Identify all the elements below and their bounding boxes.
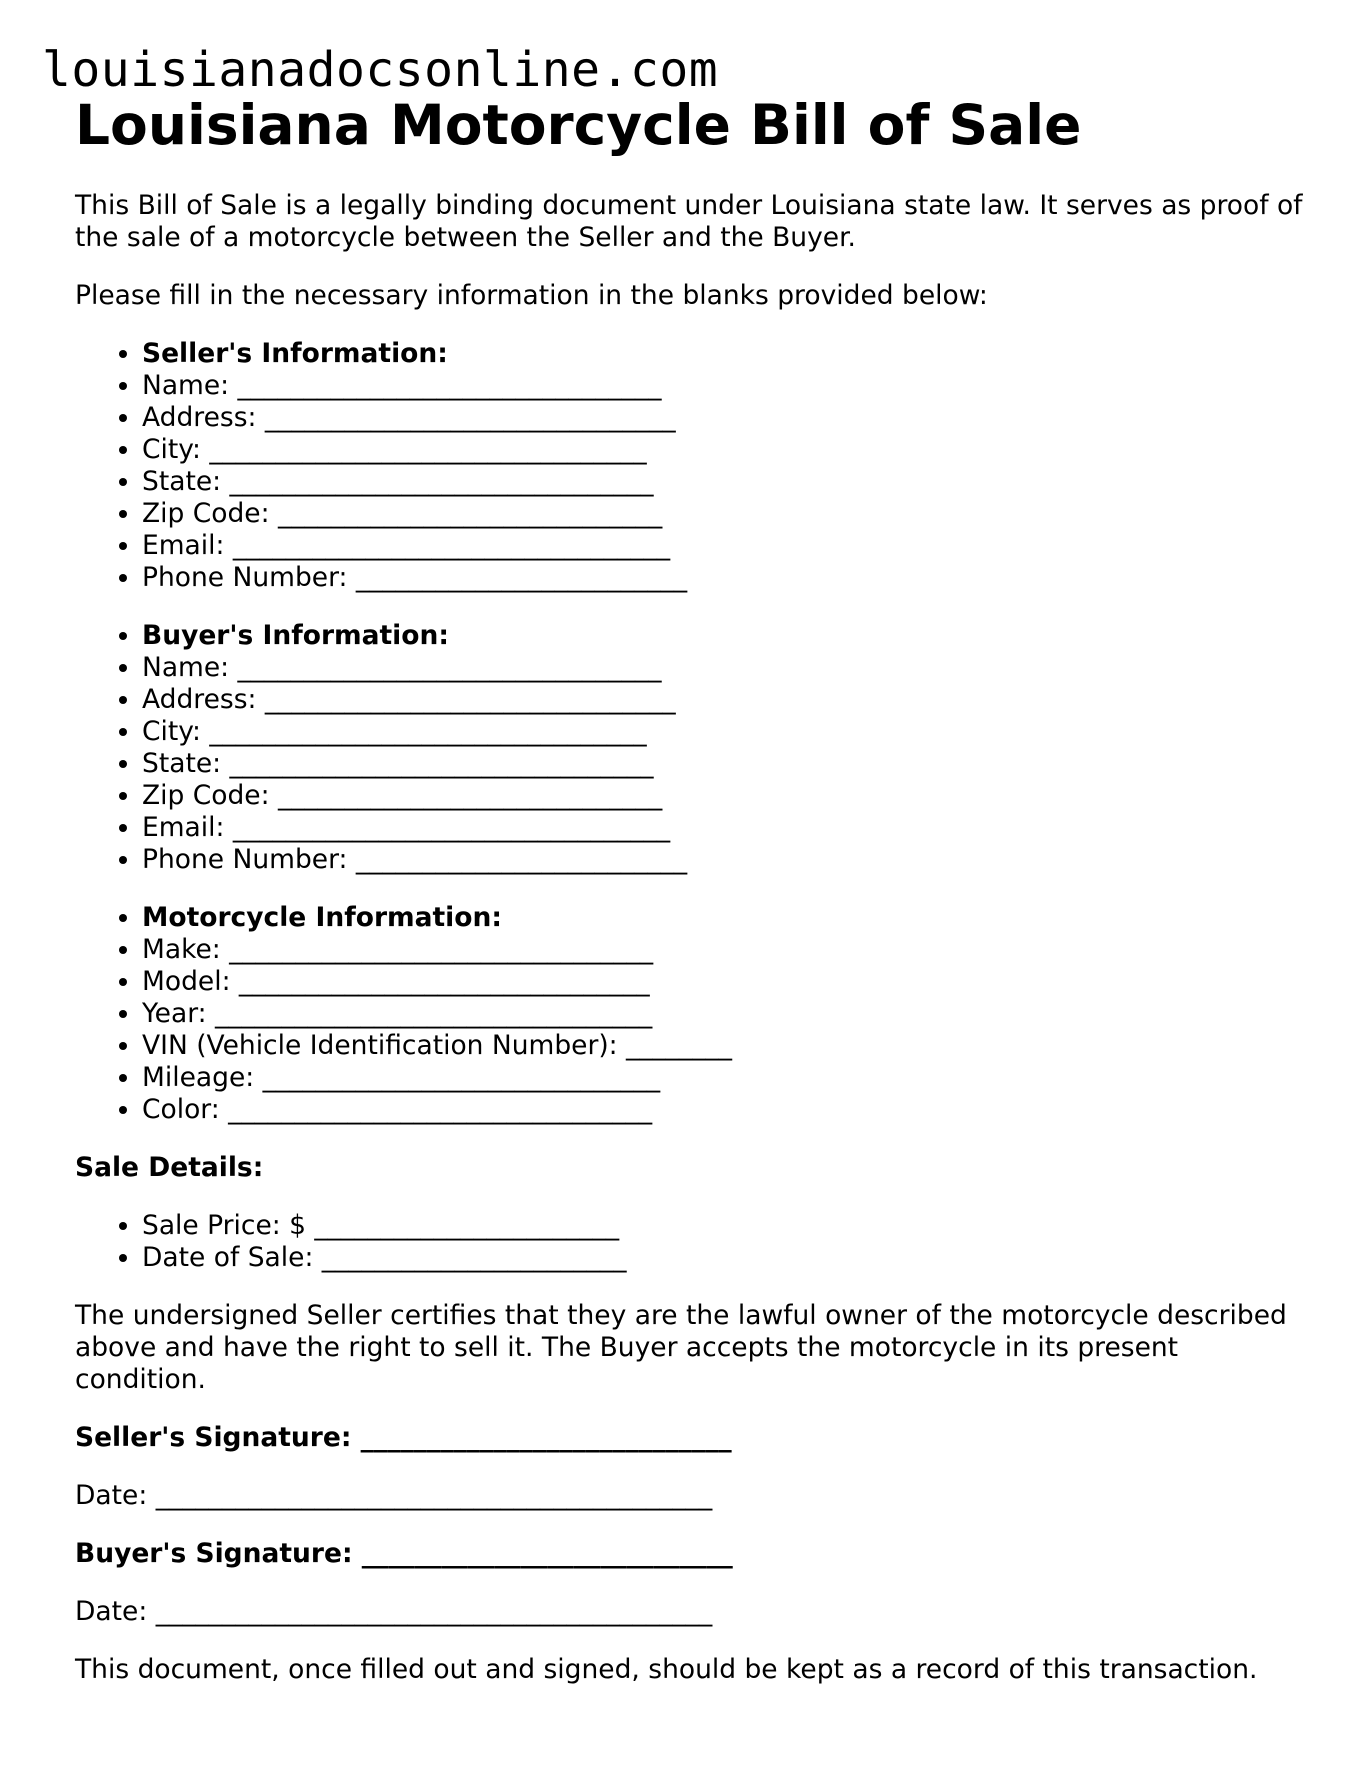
sale-price-field[interactable]: • Sale Price: $ _______________________ <box>142 1210 1305 1242</box>
closing-paragraph: This document, once filled out and signed, should be kept as a record of this transaction. <box>75 1654 1258 1685</box>
seller-signature-field[interactable]: Seller's Signature: ____________________________ <box>75 1422 732 1453</box>
motorcycle-information-list <box>75 902 1305 1126</box>
seller-address-field[interactable]: • Address: _______________________________ <box>142 402 1305 434</box>
buyer-zip-code-field[interactable]: • Zip Code: _____________________________ <box>142 780 1305 812</box>
motorcycle-vin-field[interactable]: • VIN (Vehicle Identification Number): ________ <box>142 1030 1305 1062</box>
seller-email-field[interactable]: • Email: _________________________________ <box>142 530 1305 562</box>
motorcycle-make-field[interactable]: • Make: ________________________________ <box>142 934 1305 966</box>
seller-name-field[interactable]: • Name: ________________________________ <box>142 370 1305 402</box>
document-body <box>75 92 1305 1712</box>
buyer-name-field[interactable]: • Name: ________________________________ <box>142 652 1305 684</box>
site-watermark: louisianadocsonline.com <box>42 42 719 98</box>
motorcycle-year-field[interactable]: • Year: _________________________________ <box>142 998 1305 1030</box>
seller-city-field[interactable]: • City: _________________________________ <box>142 434 1305 466</box>
sale-details-heading: Sale Details: <box>75 1152 264 1183</box>
seller-zip-code-field[interactable]: • Zip Code: _____________________________ <box>142 498 1305 530</box>
motorcycle-model-field[interactable]: • Model: _______________________________ <box>142 966 1305 998</box>
seller-information-list <box>75 338 1305 594</box>
seller-phone-number-field[interactable]: • Phone Number: _________________________ <box>142 562 1305 594</box>
buyer-email-field[interactable]: • Email: _________________________________ <box>142 812 1305 844</box>
seller-date-field[interactable]: Date: __________________________________________ <box>75 1480 713 1511</box>
seller-information-heading: • Seller's Information: <box>142 338 1305 370</box>
motorcycle-information-heading: • Motorcycle Information: <box>142 902 1305 934</box>
buyer-phone-number-field[interactable]: • Phone Number: _________________________ <box>142 844 1305 876</box>
buyer-city-field[interactable]: • City: _________________________________ <box>142 716 1305 748</box>
buyer-address-field[interactable]: • Address: _______________________________ <box>142 684 1305 716</box>
intro-paragraph: This Bill of Sale is a legally binding document under Louisiana state law. It serves as proof of the sale of a motorcycle between the Seller and the Buyer. <box>75 190 1303 253</box>
seller-state-field[interactable]: • State: ________________________________ <box>142 466 1305 498</box>
date-of-sale-field[interactable]: • Date of Sale: _______________________ <box>142 1242 1305 1274</box>
certification-paragraph: The undersigned Seller certifies that they are the lawful owner of the motorcycle described above and have the right to sell it. The Buyer accepts the motorcycle in its present condition. <box>75 1300 1287 1395</box>
buyer-date-field[interactable]: Date: __________________________________________ <box>75 1596 713 1627</box>
buyer-state-field[interactable]: • State: ________________________________ <box>142 748 1305 780</box>
motorcycle-color-field[interactable]: • Color: ________________________________ <box>142 1094 1305 1126</box>
buyer-information-heading: • Buyer's Information: <box>142 620 1305 652</box>
sale-details-list <box>75 1210 1305 1274</box>
buyer-signature-field[interactable]: Buyer's Signature: ____________________________ <box>75 1538 733 1569</box>
buyer-information-list <box>75 620 1305 876</box>
motorcycle-mileage-field[interactable]: • Mileage: ______________________________ <box>142 1062 1305 1094</box>
instruction-paragraph: Please fill in the necessary information in the blanks provided below: <box>75 280 988 311</box>
document-title: Louisiana Motorcycle Bill of Sale <box>75 93 1082 157</box>
